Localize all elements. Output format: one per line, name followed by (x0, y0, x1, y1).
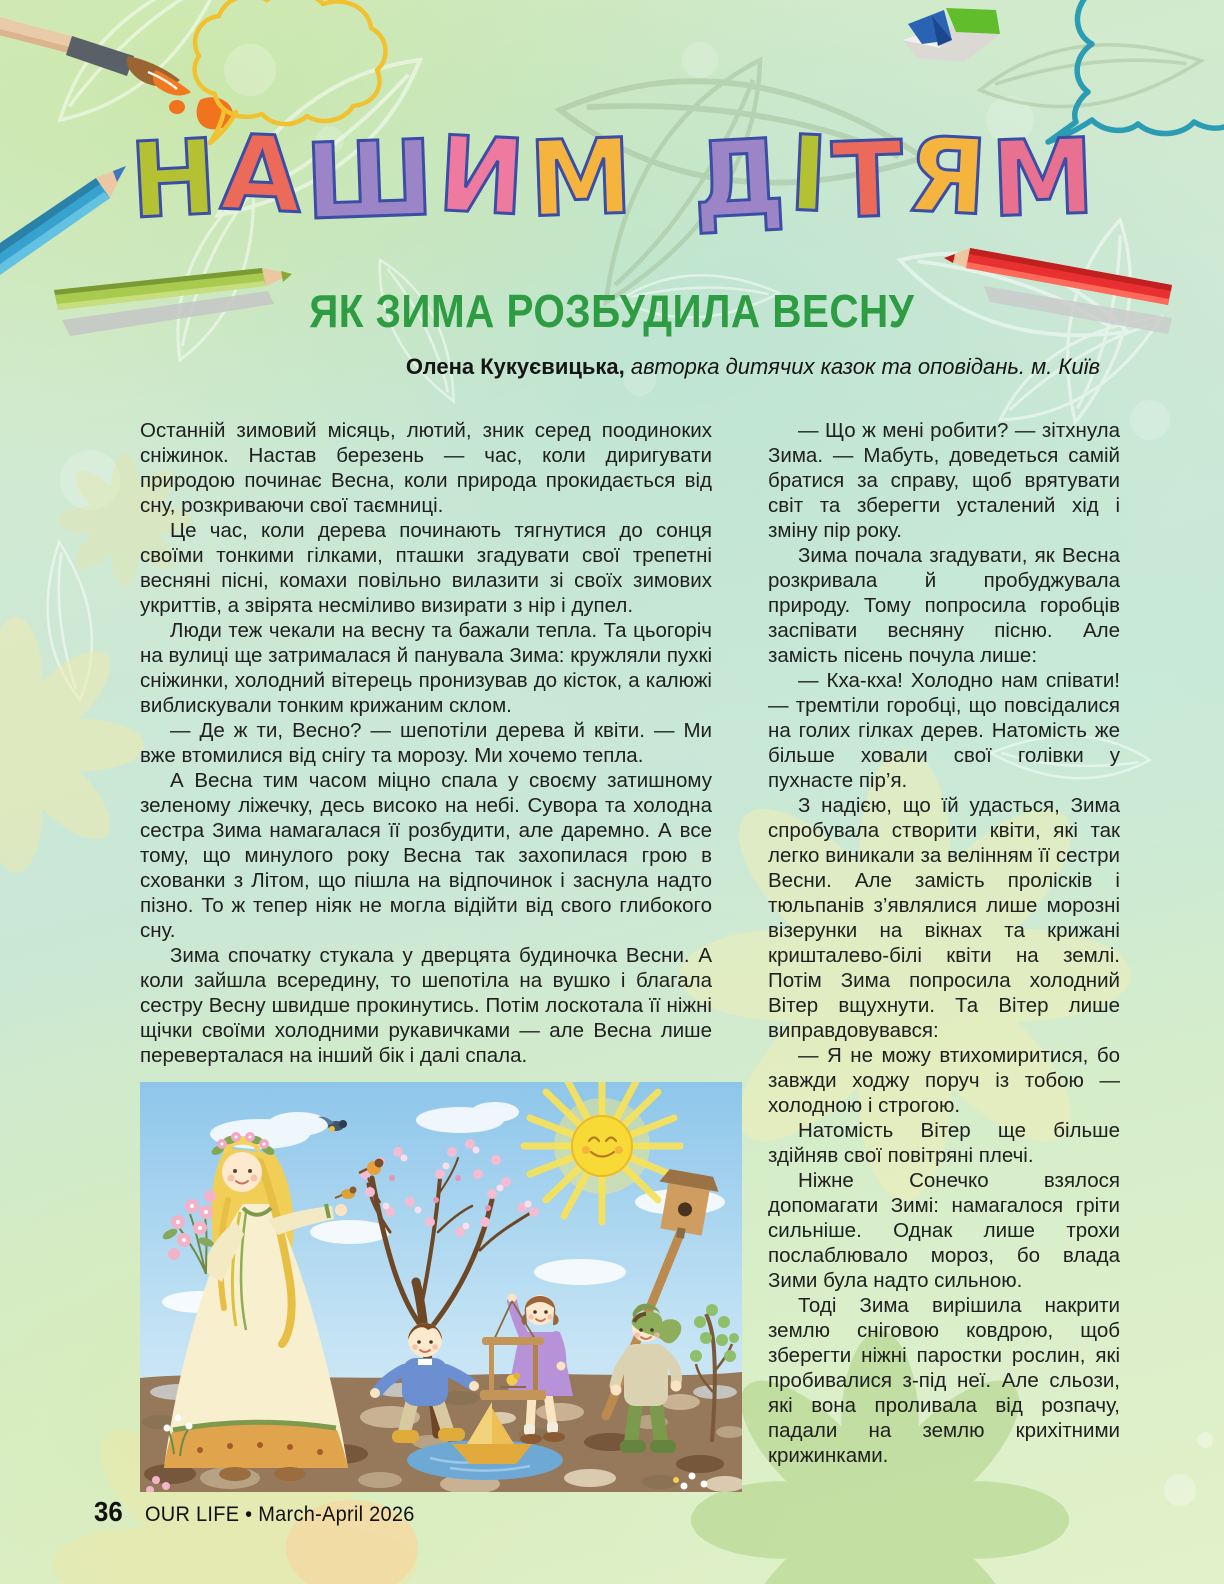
origami-bird-icon (902, 8, 1000, 62)
story-illustration (140, 1082, 742, 1492)
author-role: авторка дитячих казок та оповідань. м. Київ (630, 354, 1100, 379)
title-letter: А (218, 111, 305, 237)
title-letter: М (988, 115, 1097, 241)
paragraph: — Що ж мені робити? — зітхнула Зима. — Мабуть, доведеться самій братися за справу, щоб врятувати світ та зберегти усталений хід і зміну пір року. (768, 419, 1120, 542)
title-letter: Н (126, 115, 221, 243)
title-letter: Т (829, 117, 905, 243)
paintbrush-icon (0, 12, 191, 96)
title-word-2 (689, 112, 1097, 243)
title-word-1 (126, 111, 635, 244)
paragraph: — Кха-кха! Холодно нам співати! — тремтіли горобці, що повсідалися на голих гілках дерев. Натомість же більше ховали свої голівки у пухнасте пір’я. (768, 669, 1120, 792)
title-letter: Я (903, 112, 990, 240)
paragraph: Зима почала згадувати, як Весна розкривала й пробуджувала природу. Тому попросила горобців заспівати весняну пісню. Але замість пісень почула лише: (768, 544, 1120, 667)
paragraph: Люди теж чекали на весну та бажали тепла. Та цьогоріч на вулиці ще затрималася й панувала Зима: кружляли пухкі сніжинки, холодний вітерець пронизував до кісток, а калюжі виблискували тонким крижаним склом. (140, 619, 712, 717)
paragraph: Це час, коли дерева починають тягнутися до сонця своїми тонкими гілками, пташки згадувати свої трепетні весняні пісні, комахи повільно вилазити зі своїх зимових укриттів, а звірята несміливо визирати з нір і дупел. (140, 519, 712, 617)
article-left-column (140, 418, 712, 1492)
paragraph: Тоді Зима вирішила накрити землю сніговою ковдрою, щоб зберегти ніжні паростки рослин, які пробивалися з-під неї. Але сльози, які вона проливала від розпачу, падали на землю крихітними крижинками. (768, 1294, 1120, 1467)
paragraph: Останній зимовий місяць, лютий, зник серед поодиноких сніжинок. Настав березень — час, коли диригувати природою починає Весна, коли природа прокидається від сну, розкриваючи свої таємниці. (140, 419, 712, 517)
left-paragraphs (140, 418, 712, 1068)
byline-separator: , (618, 354, 631, 379)
title-letter: М (526, 115, 635, 241)
title-letter: І (786, 112, 831, 236)
paragraph: Ніжне Сонечко взялося допомагати Зимі: намагалося гріти сильніше. Однак лише трохи послаблювало мороз, бо влада Зими була надто сильною. (768, 1169, 1120, 1292)
footer-separator: • (245, 1503, 253, 1526)
paragraph: Зима спочатку стукала у дверцята будиночка Весни. А коли зайшла всередину, то шепотіла на вушко і благала сестру Весну швидше прокинутись. Потім лоскотала її ніжні щічки своїми холодними рукавичками — але Весна лише переверталася на інший бік і далі спала. (140, 944, 712, 1067)
title-letter: И (434, 112, 529, 240)
author-name: Олена Кукуєвицька (405, 354, 619, 379)
section-title (0, 111, 1224, 244)
issue-date: March-April 2026 (258, 1503, 415, 1526)
story-title: ЯК ЗИМА РОЗБУДИЛА ВЕСНУ (309, 285, 915, 337)
article-right-column (768, 418, 1120, 1468)
header-decorations (0, 0, 1224, 480)
paragraph: — Де ж ти, Весно? — шепотіли дерева й квіти. — Ми вже втомилися від снігу та морозу. Ми хочемо тепла. (140, 719, 712, 767)
magazine-name: OUR LIFE • March-April 2026 (145, 1503, 415, 1526)
paragraph: — Я не можу втихомиритися, бо завжди ходжу поруч із тобою — холодною і строгою. (768, 1044, 1120, 1117)
paragraph: Натомість Вітер ще більше здійняв свої повітряні плечі. (768, 1119, 1120, 1167)
byline (406, 354, 1100, 380)
title-letter: Д (689, 115, 789, 243)
right-paragraphs (768, 418, 1120, 1468)
page-footer (94, 1496, 429, 1528)
page-number: 36 (94, 1496, 123, 1527)
paragraph: А Весна тим часом міцно спала у своєму затишному зеленому ліжечку, десь високо на небі. Сувора та холодна сестра Зима намагалася її розбудити, але даремно. А все тому, що минулого року Весна так захопилася грою в схованки з Літом, що пішла на відпочинок і заснула надто пізно. То ж тепер ніяк не могла відійти від свого глибокого сну. (140, 769, 712, 942)
paragraph: З надією, що їй удасться, Зима спробувала створити квіти, які так легко виникали за велінням її сестри Весни. Але замість пролісків і тюльпанів з’являлися лише морозні візерунки на вікнах та крижані кришталево-білі квіти на землі. Потім Зима попросила холодний Вітер вщухнути. Та Вітер лише виправдовувався: (768, 794, 1120, 1042)
title-letter: Ш (303, 116, 436, 244)
